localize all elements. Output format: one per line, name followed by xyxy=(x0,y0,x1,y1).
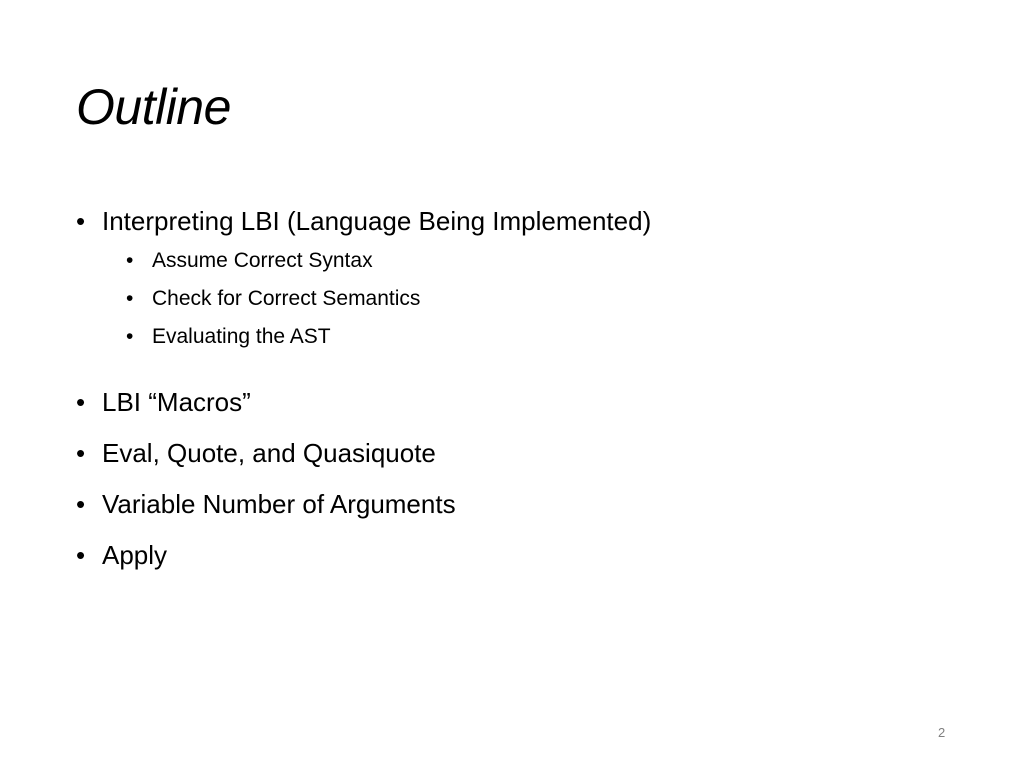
page-number: 2 xyxy=(938,725,946,740)
sub-item-label: Assume Correct Syntax xyxy=(152,249,373,272)
outline-item xyxy=(76,208,651,250)
outline-item-label: Apply xyxy=(102,540,168,570)
outline-item xyxy=(76,491,651,542)
outline-list xyxy=(76,208,651,593)
sub-item-label: Check for Correct Semantics xyxy=(152,287,421,310)
sub-item-label: Evaluating the AST xyxy=(152,325,331,348)
bullet-icon: • xyxy=(76,540,86,570)
sub-item xyxy=(76,326,651,364)
bullet-icon: • xyxy=(76,206,86,236)
outline-item xyxy=(76,440,651,491)
sub-item xyxy=(76,250,651,288)
outline-item-label: Eval, Quote, and Quasiquote xyxy=(102,438,436,468)
sub-item xyxy=(76,288,651,326)
bullet-icon: • xyxy=(76,438,86,468)
bullet-icon: • xyxy=(76,489,86,519)
outline-item xyxy=(76,542,651,593)
bullet-icon: • xyxy=(76,387,86,417)
outline-item-label: Interpreting LBI (Language Being Implemented) xyxy=(102,206,652,236)
sub-list-container xyxy=(76,250,651,389)
bullet-icon: • xyxy=(126,325,134,348)
slide-title: Outline xyxy=(76,79,231,135)
outline-item xyxy=(76,389,651,440)
outline-item-label: LBI “Macros” xyxy=(102,387,251,417)
sub-list xyxy=(76,250,651,364)
bullet-icon: • xyxy=(126,249,134,272)
outline-item-label: Variable Number of Arguments xyxy=(102,489,456,519)
bullet-icon: • xyxy=(126,287,134,310)
